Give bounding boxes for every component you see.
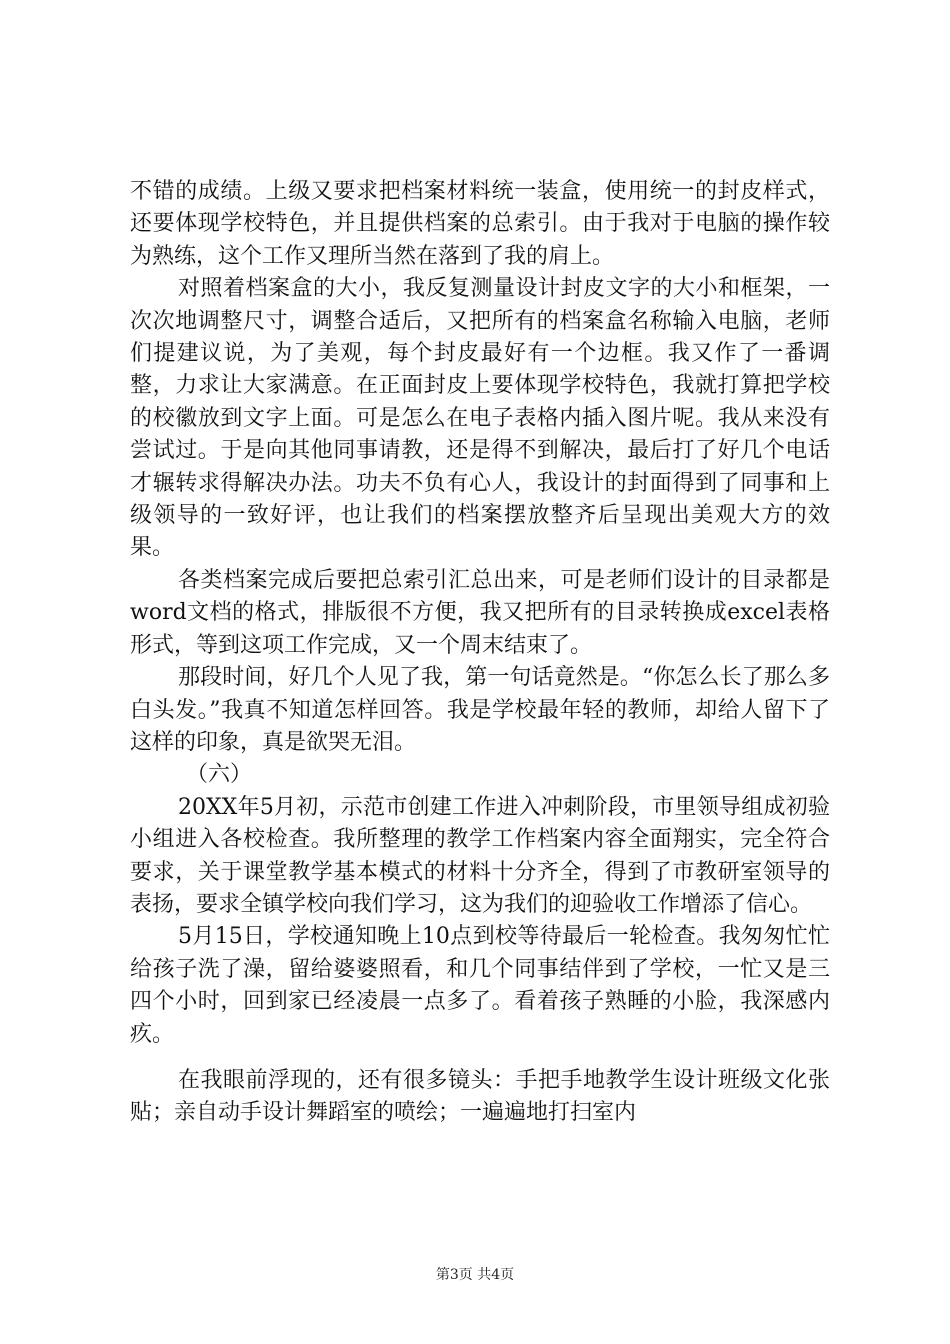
paragraph-continuation: 不错的成绩。上级又要求把档案材料统一装盒，使用统一的封皮样式，还要体现学校特色，并且提供档案的总索引。由于我对于电脑的操作较为熟练，这个工作又理所当然在落到了我的肩上。 <box>130 179 830 269</box>
paragraph-archive-cover-design: 对照着档案盒的大小，我反复测量设计封皮文字的大小和框架，一次次地调整尺寸，调整合适后，又把所有的档案盒名称输入电脑，老师们提建议说，为了美观，每个封皮最好有一个边框。我又作了一番调整，力求让大家满意。在正面封皮上要体现学校特色，我就打算把学校的校徽放到文字上面。可是怎么在电子表格内插入图片呢。我从来没有尝试过。于是向其他同事请教，还是得不到解决，最后打了好几个电话才辗转求得解决办法。功夫不负有心人，我设计的封面得到了同事和上级领导的一致好评，也让我们的档案摆放整齐后呈现出美观大方的效果。 <box>130 276 830 561</box>
paragraph-archive-index: 各类档案完成后要把总索引汇总出来，可是老师们设计的目录都是word文档的格式，排版很不方便，我又把所有的目录转换成excel表格形式，等到这项工作完成，又一个周末结束了。 <box>130 567 830 658</box>
paragraph-memories: 在我眼前浮现的，还有很多镜头：手把手地教学生设计班级文化张贴；亲自动手设计舞蹈室的喷绘；一遍遍地打扫室内 <box>130 1067 830 1126</box>
document-body <box>130 176 830 1130</box>
page-number-footer: 第3页 共4页 <box>435 1267 515 1283</box>
paragraph-inspection-may: 20XX年5月初，示范市创建工作进入冲刺阶段，市里领导组成初验小组进入各校检查。我所整理的教学工作档案内容全面翔实，完全符合要求，关于课堂教学基本模式的材料十分齐全，得到了市教研室领导的表扬，要求全镇学校向我们学习，这为我们的迎验收工作增添了信心。 <box>130 794 830 917</box>
paragraph-final-check: 5月15日，学校通知晚上10点到校等待最后一轮检查。我匆匆忙忙给孩子洗了澡，留给婆婆照看，和几个同事结伴到了学校，一忙又是三四个小时，回到家已经凌晨一点多了。看着孩子熟睡的小脸，我深感内疚。 <box>130 924 830 1047</box>
paragraph-white-hair: 那段时间，好几个人见了我，第一句话竟然是。“你怎么长了那么多白头发。”我真不知道怎样回答。我是学校最年轻的教师，却给人留下了这样的印象，真是欲哭无泪。 <box>130 665 830 755</box>
section-heading-six: （六） <box>186 762 253 788</box>
